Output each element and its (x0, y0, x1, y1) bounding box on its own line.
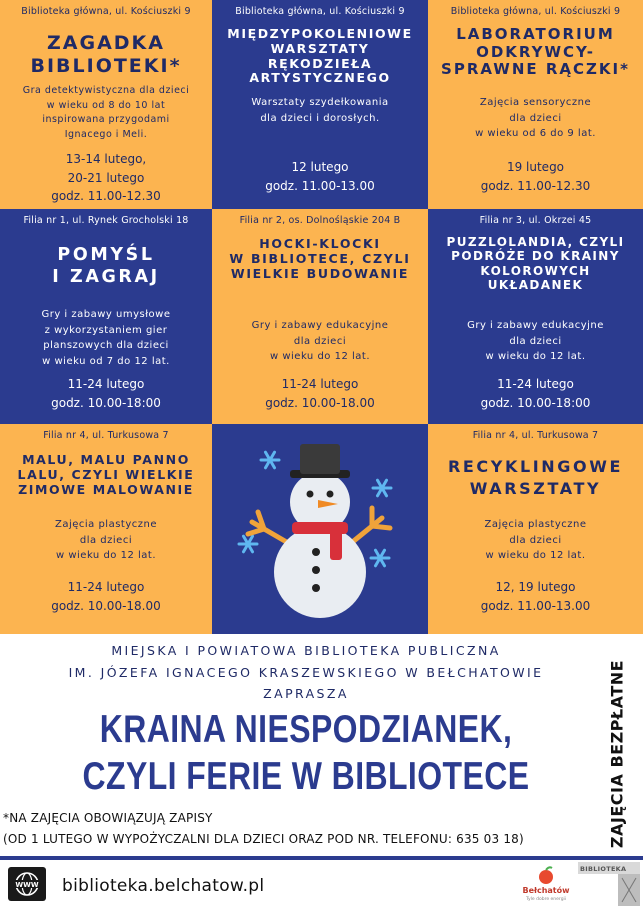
event-title: PUZZLOLANDIA, CZYLI PODRÓŻE DO KRAINY KOLOROWYCH UKŁADANEK (446, 235, 625, 293)
event-schedule: 12 lutego godz. 11.00-13.00 (265, 160, 375, 193)
event-puzzlolandia (428, 209, 643, 424)
headline-line-1: KRAINA NIESPODZIANEK, (99, 708, 513, 751)
website-link[interactable]: biblioteka.belchatow.pl (62, 876, 265, 896)
event-schedule: 12, 19 lutego godz. 11.00-13.00 (480, 580, 591, 613)
event-location: Filia nr 2, os. Dolnośląskie 204 B (239, 215, 401, 226)
event-description: Gry i zabawy edukacyjne dla dzieci w wieku do 12 lat. (467, 320, 604, 362)
event-zimowe-malowanie (0, 424, 212, 634)
event-schedule: 11-24 lutego godz. 10.00-18:00 (51, 377, 161, 410)
event-title: POMYŚL I ZAGRAJ (52, 245, 160, 287)
event-zagadka-biblioteki (0, 0, 212, 209)
event-location: Biblioteka główna, ul. Kościuszki 9 (21, 6, 191, 17)
event-schedule: 11-24 lutego godz. 10.00-18:00 (480, 377, 591, 410)
snowman-illustration (212, 424, 428, 634)
event-description: Zajęcia plastyczne dla dzieci w wieku do 12 lat. (54, 519, 158, 561)
event-title: ZAGADKA BIBLIOTEKI* (30, 32, 182, 78)
event-schedule: 11-24 lutego godz. 10.00-18.00 (265, 377, 375, 410)
event-laboratorium-odkrywcy (428, 0, 643, 209)
belchatow-city-logo: Bełchatów Tyle dobre energii (520, 866, 572, 908)
event-recyklingowe-warsztaty (428, 424, 643, 634)
event-title: RECYKLINGOWE WARSZTATY (447, 457, 624, 499)
snowman-icon (212, 424, 428, 634)
event-location: Filia nr 4, ul. Turkusowa 7 (472, 430, 599, 441)
event-location: Biblioteka główna, ul. Kościuszki 9 (235, 6, 405, 17)
event-description: Gry i zabawy umysłowe z wykorzystaniem gier planszowych dla dzieci w wieku od 7 do 12 lat. (41, 309, 171, 367)
event-schedule: 11-24 lutego godz. 10.00-18.00 (51, 580, 161, 613)
event-pomysl-i-zagraj (0, 209, 212, 424)
event-description: Warsztaty szydełkowania dla dzieci i dorosłych. (251, 97, 389, 124)
organizer-line-1: MIEJSKA I POWIATOWA BIBLIOTEKA PUBLICZNA (111, 643, 501, 658)
event-warsztaty-rekodziela (212, 0, 428, 209)
event-location: Filia nr 1, ul. Rynek Grocholski 18 (23, 215, 189, 226)
event-description: Gry i zabawy edukacyjne dla dzieci w wieku do 12 lat. (251, 320, 389, 362)
registration-note: *NA ZAJĘCIA OBOWIĄZUJĄ ZAPISY (3, 811, 213, 825)
event-description: Zajęcia plastyczne dla dzieci w wieku do 12 lat. (484, 519, 587, 561)
event-schedule: 19 lutego godz. 11.00-12.30 (480, 160, 591, 193)
organizer-line-3: ZAPRASZA (263, 686, 349, 701)
www-globe-icon (8, 867, 46, 901)
event-location: Filia nr 3, ul. Okrzei 45 (479, 215, 592, 226)
event-title: HOCKI-KLOCKI W BIBLIOTECE, CZYLI WIELKIE BUDOWANIE (229, 236, 411, 281)
event-description: Zajęcia sensoryczne dla dzieci w wieku od 6 do 9 lat. (475, 97, 596, 139)
event-title: MIĘDZYPOKOLENIOWE WARSZTATY RĘKODZIEŁA ARTYSTYCZNEGO (227, 26, 413, 86)
event-title: LABORATORIUM ODKRYWCY- SPRAWNE RĄCZKI* (441, 25, 630, 79)
event-hocki-klocki (212, 209, 428, 424)
headline-line-2: CZYLI FERIE W BIBLIOTECE (82, 755, 530, 798)
event-schedule: 13-14 lutego, 20-21 lutego godz. 11.00-12.30 (51, 152, 161, 204)
event-location: Filia nr 4, ul. Turkusowa 7 (43, 430, 169, 441)
apple-logo-icon (520, 866, 572, 886)
free-classes-label: ZAJĘCIA BEZPŁATNE (607, 659, 627, 849)
event-location: Biblioteka główna, ul. Kościuszki 9 (450, 6, 621, 17)
event-description: Gra detektywistyczna dla dzieci w wieku od 8 do 10 lat inspirowana przygodami Ignacego i Meli. (22, 85, 190, 141)
organizer-line-2: IM. JÓZEFA IGNACEGO KRASZEWSKIEGO W BEŁCHATOWIE (68, 665, 544, 680)
footer-section (0, 634, 643, 910)
library-logo: BIBLIOTEKA (578, 862, 640, 906)
event-title: MALU, MALU PANNO LALU, CZYLI WIELKIE ZIMOWE MALOWANIE (17, 452, 195, 497)
footer-divider (0, 856, 643, 860)
svg-text:WWW: WWW (15, 881, 39, 889)
registration-details: (OD 1 LUTEGO W WYPOŻYCZALNI DLA DZIECI ORAZ POD NR. TELEFONU: 635 03 18) (3, 832, 524, 846)
